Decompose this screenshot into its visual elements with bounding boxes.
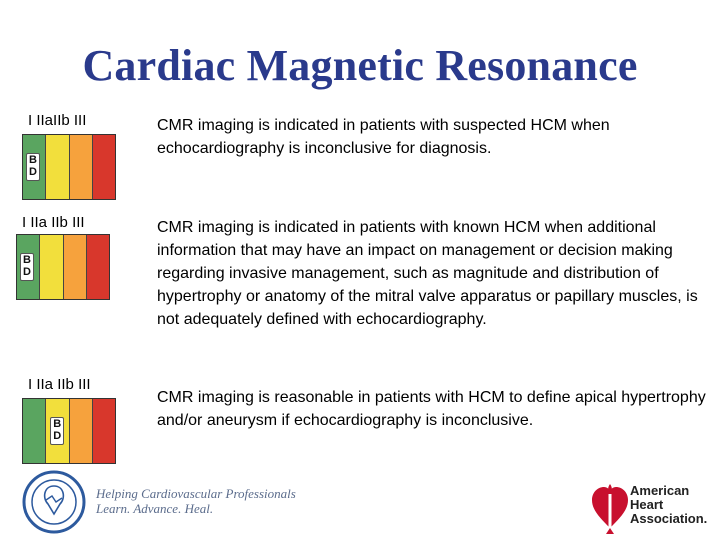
class-level-box <box>22 134 116 200</box>
class-label-III: III <box>73 112 87 129</box>
class-IIa-cell <box>40 235 63 299</box>
class-level-box <box>16 234 110 300</box>
class-I-cell <box>17 235 40 299</box>
class-III-cell <box>87 235 109 299</box>
class-label-IIb: IIb <box>53 112 70 129</box>
class-label-IIa: IIa <box>30 214 48 231</box>
class-label-IIa: IIa <box>36 376 54 393</box>
level-of-evidence-badge: B D <box>26 153 40 181</box>
level-of-evidence-badge: B D <box>20 253 34 281</box>
recommendation-text: CMR imaging is reasonable in patients with HCM to define apical hypertrophy and/or aneurysm if echocardiography is inconclusive. <box>157 389 706 429</box>
aha-wordmark: American Heart Association. <box>630 483 708 526</box>
aha-heart-torch-logo <box>590 478 630 536</box>
class-label-III: III <box>78 376 91 393</box>
class-label-IIa: IIa <box>36 112 54 129</box>
class-header <box>28 376 91 393</box>
recommendation-text: CMR imaging is indicated in patients with known HCM when additional information that may have an impact on management or decision making regarding invasive management, such as magnitude and distribution of hypertrophy or anatomy of the mitral valve apparatus or papillary muscles, is not adequately defined with echocardiography. <box>157 219 698 328</box>
class-header <box>28 112 86 129</box>
recommendation-text: CMR imaging is indicated in patients with suspected HCM when echocardiography is inconclusive for diagnosis. <box>157 117 610 157</box>
class-IIb-cell <box>70 135 93 199</box>
class-label-IIb: IIb <box>51 214 68 231</box>
class-level-box <box>22 398 116 464</box>
class-I-cell <box>23 399 46 463</box>
class-label-I: I <box>28 112 33 129</box>
class-label-IIb: IIb <box>57 376 74 393</box>
class-label-I: I <box>28 376 33 393</box>
class-III-cell <box>93 135 115 199</box>
class-header <box>22 214 85 231</box>
class-label-III: III <box>72 214 85 231</box>
class-III-cell <box>93 399 115 463</box>
class-IIb-cell <box>64 235 87 299</box>
acc-seal-logo <box>22 470 86 534</box>
page-title: Cardiac Magnetic Resonance <box>82 41 638 90</box>
class-IIa-cell <box>46 135 69 199</box>
level-of-evidence-badge: B D <box>50 417 64 445</box>
class-label-I: I <box>22 214 27 231</box>
class-IIa-cell <box>46 399 69 463</box>
acc-tagline: Helping Cardiovascular Professionals Learn. Advance. Heal. <box>96 486 296 516</box>
class-IIb-cell <box>70 399 93 463</box>
class-I-cell <box>23 135 46 199</box>
